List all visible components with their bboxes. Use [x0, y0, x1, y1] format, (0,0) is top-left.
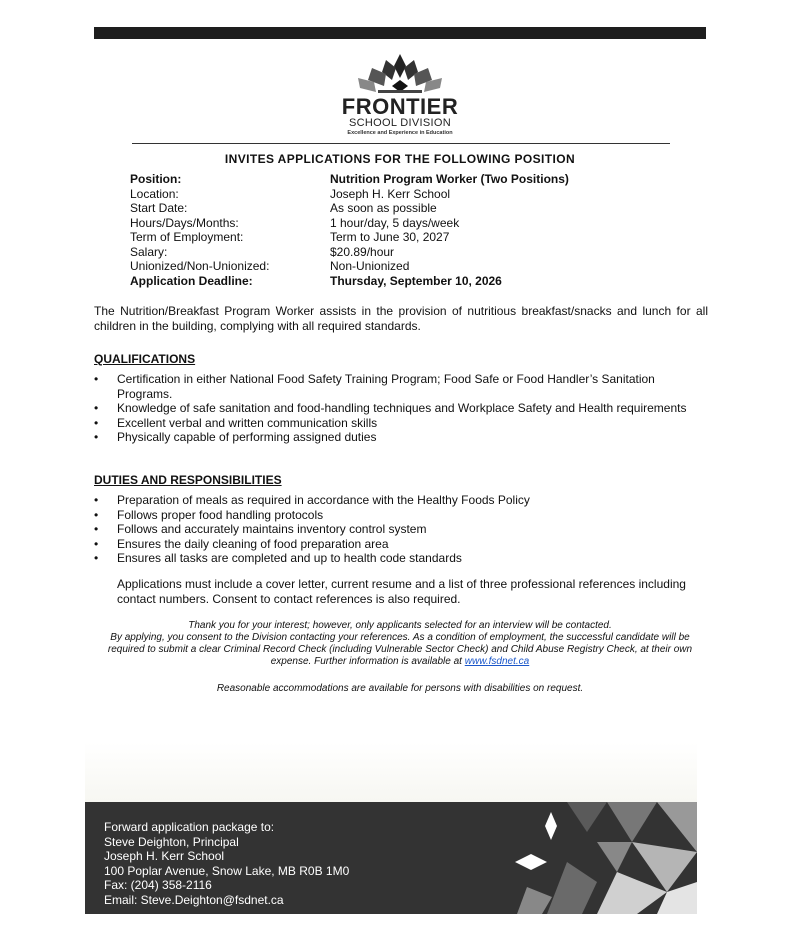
detail-label: Hours/Days/Months: — [130, 215, 239, 230]
logo-tagline: Excellence and Experience in Education — [347, 130, 453, 136]
detail-label: Start Date: — [130, 201, 188, 215]
duties-list — [94, 493, 708, 566]
notes-line-1: Thank you for your interest; however, only applicants selected for an interview will be contacted. — [188, 620, 612, 631]
frontier-logo — [330, 52, 470, 137]
detail-label: Term of Employment: — [130, 230, 244, 244]
fsdnet-link[interactable]: www.fsdnet.ca — [464, 656, 530, 667]
footer-line: Fax: (204) 358-2116 — [104, 878, 212, 892]
position-details-table — [130, 172, 569, 288]
footer-line: 100 Poplar Avenue, Snow Lake, MB R0B 1M0 — [104, 863, 350, 878]
qualifications-list — [94, 372, 708, 445]
list-item: • Ensures all tasks are completed and up to health code standards — [94, 551, 708, 566]
footer-line: Joseph H. Kerr School — [104, 849, 225, 863]
detail-label: Application Deadline: — [130, 273, 253, 288]
detail-value: As soon as possible — [330, 201, 437, 215]
notes-line-2 — [94, 632, 706, 668]
footer-contact-panel — [85, 802, 697, 914]
applications-note: Applications must include a cover letter, current resume and a list of three professional references including contact numbers. Consent to contact references is also required. — [117, 577, 686, 606]
list-item: • Excellent verbal and written communication skills — [94, 416, 708, 431]
detail-label: Unionized/Non-Unionized: — [130, 259, 270, 273]
footer-line: Steve Deighton, Principal — [104, 834, 239, 849]
detail-label: Location: — [130, 186, 179, 201]
logo-name: FRONTIER — [341, 94, 459, 119]
list-item: • Follows proper food handling protocols — [94, 508, 708, 523]
list-item: • Preparation of meals as required in accordance with the Healthy Foods Policy — [94, 493, 708, 508]
top-header-bar — [94, 27, 706, 39]
detail-row-union — [130, 259, 569, 274]
star-blanket-icon — [356, 52, 444, 94]
disclaimer-notes — [94, 620, 706, 668]
detail-value: Thursday, September 10, 2026 — [330, 273, 502, 288]
detail-value: Term to June 30, 2027 — [330, 230, 450, 244]
detail-value: 1 hour/day, 5 days/week — [330, 215, 460, 230]
detail-row-term — [130, 230, 569, 245]
list-item: • Follows and accurately maintains inventory control system — [94, 522, 708, 537]
detail-value: Non-Unionized — [330, 259, 410, 273]
detail-row-location — [130, 187, 569, 202]
qualifications-heading: QUALIFICATIONS — [94, 352, 196, 366]
footer-contact-text — [104, 820, 349, 907]
header-divider — [132, 143, 670, 144]
detail-row-hours — [130, 216, 569, 231]
logo-subtitle: SCHOOL DIVISION — [349, 117, 451, 129]
detail-row-deadline — [130, 274, 569, 289]
duties-heading: DUTIES AND RESPONSIBILITIES — [94, 473, 282, 487]
detail-label: Position: — [130, 172, 182, 186]
detail-row-salary — [130, 245, 569, 260]
detail-value: Nutrition Program Worker (Two Positions) — [330, 172, 569, 186]
footer-line: Forward application package to: — [104, 820, 275, 834]
detail-value: $20.89/hour — [330, 244, 395, 259]
detail-row-start-date — [130, 201, 569, 216]
footer-fade — [85, 742, 697, 802]
detail-row-position — [130, 172, 569, 187]
detail-value: Joseph H. Kerr School — [330, 186, 451, 201]
detail-label: Salary: — [130, 244, 168, 259]
page-headline: INVITES APPLICATIONS FOR THE FOLLOWING POSITION — [224, 152, 576, 166]
footer-line: Email: Steve.Deighton@fsdnet.ca — [104, 892, 284, 907]
intro-paragraph: The Nutrition/Breakfast Program Worker assists in the provision of nutritious breakfast/snacks and lunch for all children in the building, complying with all required standards. — [94, 304, 708, 333]
list-item: • Knowledge of safe sanitation and food-handling techniques and Workplace Safety and Health requirements — [94, 401, 708, 416]
notes-line-2-text: By applying, you consent to the Division contacting your references. As a condition of employment, the successful candidate will be required to submit a clear Criminal Record Check (including Vulnerable Sector Check) and Child Abuse Registry Check, at their own expense. Further information is available at — [107, 632, 693, 667]
star-pattern-icon — [507, 802, 697, 914]
list-item: • Certification in either National Food Safety Training Program; Food Safe or Food Handler’s Sanitation Programs. — [94, 372, 708, 401]
list-item: • Physically capable of performing assigned duties — [94, 430, 708, 445]
accommodations-note: Reasonable accommodations are available for persons with disabilities on request. — [216, 683, 584, 694]
list-item: • Ensures the daily cleaning of food preparation area — [94, 537, 708, 552]
